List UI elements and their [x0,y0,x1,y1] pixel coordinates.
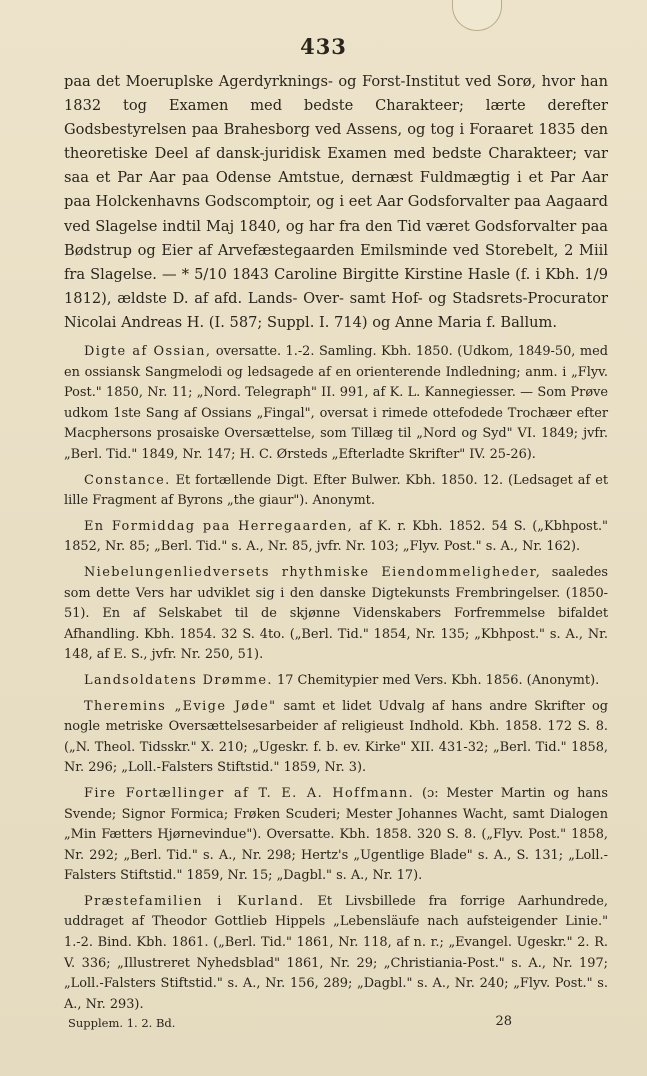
entry-body: samt et lidet Udvalg af hans andre Skrifter og nogle metriske Oversættelsesarbeider af religieust Indhold. Kbh. 1858. 172 S. 8. („N. Theol. Tidsskr." X. 210; „Ugeskr. f. b. ev. Kirke" XII. 431-32; „Berl. Tid." 1858, Nr. 296; „Loll.-Falsters Stiftstid." 1859, Nr. 3). [64,698,608,776]
entry-title: Niebelungenliedversets rhythmiske Eiendommeligheder, [84,564,542,580]
main-text [64,70,608,1015]
entry-body: 17 Chemitypier med Vers. Kbh. 1856. (Anonymt). [277,672,600,688]
entry [64,784,608,887]
entry-title: En Formiddag paa Herregaarden, [84,518,354,534]
entry [64,342,608,466]
entry-title: Theremins „Evige Jøde" [84,698,277,714]
entry-body: (ɔ: Mester Martin og hans Svende; Signor Formica; Frøken Scuderi; Mester Johannes Wacht, samt Dialogen „Min Fætters Hjørnevindue"). Oversatte. Kbh. 1858. 320 S. 8. („Flyv. Post." 1858, Nr. 292; „Berl. Tid." s. A., Nr. 298; Hertz's „Ugentlige Blade" s. A., S. 131; „Loll.-Falsters Stiftstid." 1859, Nr. 15; „Dagbl." s. A., Nr. 17). [64,785,608,884]
entry-title: Digte af Ossian, [84,344,212,360]
entry [64,517,608,558]
page-edge-notch [452,0,502,31]
intro-paragraph: paa det Moeruplske Agerdyrknings- og Forst-Institut ved Sorø, hvor han 1832 tog Examen med bedste Charakteer; lærte derefter Godsbestyrelsen paa Brahesborg ved Assens, og tog i Foraaret 1835 den theoretiske Deel af dansk-juridisk Examen med bedste Charakteer; var saa et Par Aar paa Odense Amtstue, dernæst Fuldmægtig i et Par Aar paa Holckenhavns Godscomptoir, og i eet Aar Godsforvalter paa Aagaard ved Slagelse indtil Maj 1840, og har fra den Tid været Godsforvalter paa Bødstrup og Eier af Arvefæstegaarden Emilsminde ved Storebelt, 2 Miil fra Slagelse. — * 5/10 1843 Caroline Birgitte Kirstine Hasle (f. i Kbh. 1/9 1812), ældste D. af afd. Lands- Over- samt Hof- og Stadsrets-Procurator Nicolai Andreas H. (I. 587; Suppl. I. 714) og Anne Maria f. Ballum. [64,73,608,331]
entry-body: af K. r. Kbh. 1852. 54 S. („Kbhpost." 1852, Nr. 85; „Berl. Tid." s. A., Nr. 85, jvfr. Nr. 103; „Flyv. Post." s. A., Nr. 162). [64,518,608,555]
signature-mark: Supplem. 1. 2. Bd. [68,1016,176,1030]
leaf-number: 28 [495,1014,512,1029]
entry [64,892,608,1016]
entry-body: saaledes som dette Vers har udviklet sig i den danske Digtekunsts Frembringelser. (1850-51). En af Selskabet til de skjønne Videnskabers Forfremmelse bifaldet Afhandling. Kbh. 1854. 32 S. 4to. („Berl. Tid." 1854, Nr. 135; „Kbhpost." s. A., Nr. 148, af E. S., jvfr. Nr. 250, 51). [64,564,608,663]
entry-title: Landsoldatens Drømme. [84,672,273,688]
entry [64,671,608,692]
entry [64,697,608,779]
page-footer [68,1016,588,1036]
entry [64,471,608,512]
entry [64,563,608,666]
entry-title: Fire Fortællinger af T. E. A. Hoffmann. [84,785,415,801]
entry-title: Præstefamilien i Kurland. [84,893,305,909]
entry-body: Et Livsbillede fra forrige Aarhundrede, uddraget af Theodor Gottlieb Hippels „Lebensläufe nach aufsteigender Linie." 1.-2. Bind. Kbh. 1861. („Berl. Tid." 1861, Nr. 118, af n. r.; „Evangel. Ugeskr." 2. R. V. 336; „Illustreret Nyhedsblad" 1861, Nr. 29; „Christiania-Post." s. A., Nr. 197; „Loll.-Falsters Stiftstid." s. A., Nr. 156, 289; „Dagbl." s. A., Nr. 240; „Flyv. Post." s. A., Nr. 293). [64,893,608,1012]
entry-title: Constance. [84,472,171,488]
page-number: 433 [300,34,347,59]
entry-body: oversatte. 1.-2. Samling. Kbh. 1850. (Udkom, 1849-50, med en ossiansk Sangmelodi og ledsagede af en orienterende Indledning; anm. i „Flyv. Post." 1850, Nr. 11; „Nord. Telegraph" II. 991, af K. L. Kannegiesser. — Som Prøve udkom 1ste Sang af Ossians „Fingal", oversat i rimede ottefodede Trochæer efter Macphersons prosaiske Oversættelse, som Tillæg til „Nord og Syd" VI. 1849; jvfr. „Berl. Tid." 1849, Nr. 147; H. C. Ørsteds „Efterladte Skrifter" IV. 25-26). [64,344,608,462]
entry-body: Et fortællende Digt. Efter Bulwer. Kbh. 1850. 12. (Ledsaget af et lille Fragment af Byrons „the giaur"). Anonymt. [64,472,608,509]
